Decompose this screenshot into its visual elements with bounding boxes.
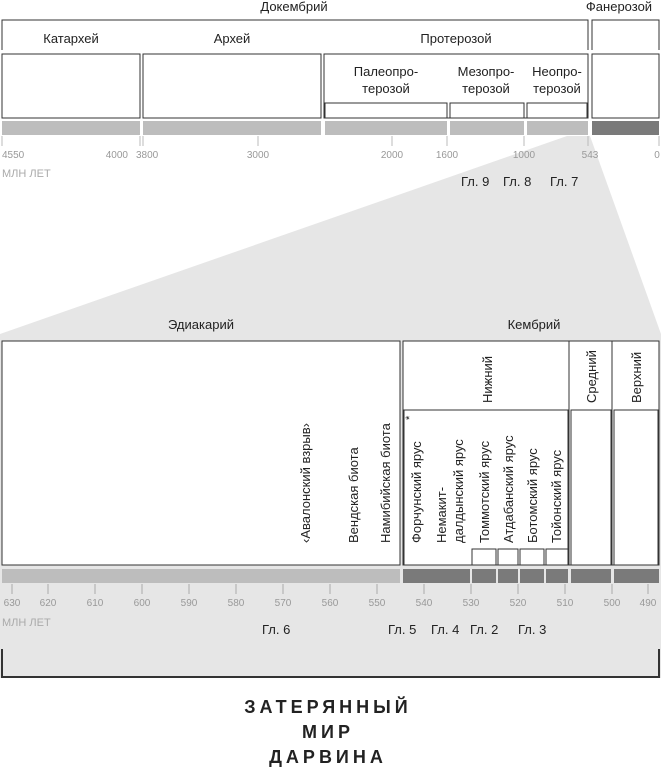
title-line-1: ЗАТЕРЯННЫЙ <box>244 697 412 717</box>
stage-toyonian-label: Тойонский ярус <box>549 449 564 543</box>
top-tick-3000: 3000 <box>246 150 270 161</box>
period-ediacaran-label: Эдиакарий <box>168 317 234 332</box>
sub-era-paleo-label-2: терозой <box>362 81 410 96</box>
top-tick-4000: 4000 <box>105 150 128 161</box>
sub-era-neo-label-2: терозой <box>533 81 581 96</box>
bar-neo <box>527 121 588 135</box>
top-tick-1600: 1600 <box>435 150 459 161</box>
bottom-tick-630: 630 <box>3 598 21 609</box>
bar-ediacaran <box>2 569 400 583</box>
sub-era-paleo-label-1: Палеопро- <box>353 64 419 79</box>
bottom-tick-550: 550 <box>368 598 386 609</box>
bottom-tick-620: 620 <box>39 598 57 609</box>
bottom-chapter-4: Гл. 4 <box>431 622 460 637</box>
bottom-chapter-3: Гл. 3 <box>518 622 547 637</box>
upper-series-label: Верхний <box>629 351 644 403</box>
bottom-tick-490: 490 <box>639 598 657 609</box>
stage-fortunian-label: Форчунский ярус <box>409 441 424 543</box>
upper-cambrian-box <box>614 410 658 565</box>
bottom-tick-540: 540 <box>415 598 433 609</box>
stage-tommotian-label: Томмотский ярус <box>477 440 492 543</box>
top-tick-543: 543 <box>581 150 599 161</box>
middle-series-label: Средний <box>584 350 599 403</box>
bottom-chapter-6: Гл. 6 <box>262 622 291 637</box>
bar-katarchean <box>2 121 140 135</box>
bottom-tick-570: 570 <box>274 598 292 609</box>
bar-stage-3 <box>498 569 518 583</box>
bottom-chapter-5: Гл. 5 <box>388 622 417 637</box>
stage-nemakit-label-2: далдынский ярус <box>451 439 466 543</box>
top-chapter-7: Гл. 7 <box>550 174 579 189</box>
eon-phanerozoic-label: Фанерозой <box>585 0 653 14</box>
middle-cambrian-box <box>571 410 611 565</box>
bottom-tick-500: 500 <box>603 598 621 609</box>
bottom-tick-560: 560 <box>321 598 339 609</box>
era-phanerozoic-box <box>592 54 659 118</box>
title-line-3: ДАРВИНА <box>269 747 387 767</box>
top-chapter-8: Гл. 8 <box>503 174 532 189</box>
bar-stage-5 <box>546 569 568 583</box>
stage-atdabanian-label: Атдабанский ярус <box>501 435 516 543</box>
top-tick-4550: 4550 <box>2 150 25 161</box>
era-katarchean-box <box>2 54 140 118</box>
era-archean-box <box>143 54 321 118</box>
stage-nemakit-label-1: Немакит- <box>434 486 449 543</box>
sub-era-neo-label-1: Неопро- <box>532 64 582 79</box>
bar-middle <box>571 569 611 583</box>
bottom-tick-510: 510 <box>556 598 574 609</box>
nama-biota-label: Намибийская биота <box>378 423 393 543</box>
era-proterozoic-label: Протерозой <box>420 31 492 46</box>
top-chapter-9: Гл. 9 <box>461 174 490 189</box>
top-unit-label: МЛН ЛЕТ <box>2 168 51 180</box>
phanerozoic-bracket <box>592 20 659 50</box>
era-katarchean-label: Катархей <box>43 31 99 46</box>
bottom-tick-530: 530 <box>462 598 480 609</box>
bottom-tick-610: 610 <box>86 598 104 609</box>
era-archean-label: Архей <box>213 31 251 46</box>
lower-series-label: Нижний <box>480 355 495 403</box>
sub-era-meso-label-2: терозой <box>462 81 510 96</box>
bar-meso <box>450 121 524 135</box>
vendian-biota-label: Вендская биота <box>346 447 361 543</box>
bar-stage-2 <box>472 569 496 583</box>
bottom-tick-520: 520 <box>509 598 527 609</box>
bottom-tick-580: 580 <box>227 598 245 609</box>
top-tick-1000: 1000 <box>512 150 536 161</box>
top-tick-3800: 3800 <box>136 150 159 161</box>
top-tick-2000: 2000 <box>380 150 404 161</box>
bar-stage-1 <box>403 569 470 583</box>
avalon-explosion-label: ‹Авалонский взрыв› <box>298 423 313 543</box>
bottom-unit-label: МЛН ЛЕТ <box>2 617 51 629</box>
period-cambrian-label: Кембрий <box>507 317 561 332</box>
meso-box <box>450 103 524 118</box>
bar-phanerozoic <box>592 121 659 135</box>
top-tick-0: 0 <box>654 150 660 161</box>
sub-era-meso-label-1: Мезопро- <box>457 64 515 79</box>
bottom-tick-590: 590 <box>180 598 198 609</box>
bottom-chapter-2: Гл. 2 <box>470 622 499 637</box>
fortunian-asterisk: * <box>404 415 416 420</box>
paleo-box <box>325 103 447 118</box>
neo-box <box>527 103 587 118</box>
bar-archean <box>143 121 321 135</box>
ediacaran-box <box>2 341 400 565</box>
stage-botomian-label: Ботомский ярус <box>525 448 540 543</box>
bar-upper <box>614 569 659 583</box>
eon-precambrian-label: Докембрий <box>260 0 328 14</box>
bar-paleo <box>325 121 447 135</box>
bottom-tick-600: 600 <box>133 598 151 609</box>
title-line-2: МИР <box>302 722 354 742</box>
bar-stage-4 <box>520 569 544 583</box>
